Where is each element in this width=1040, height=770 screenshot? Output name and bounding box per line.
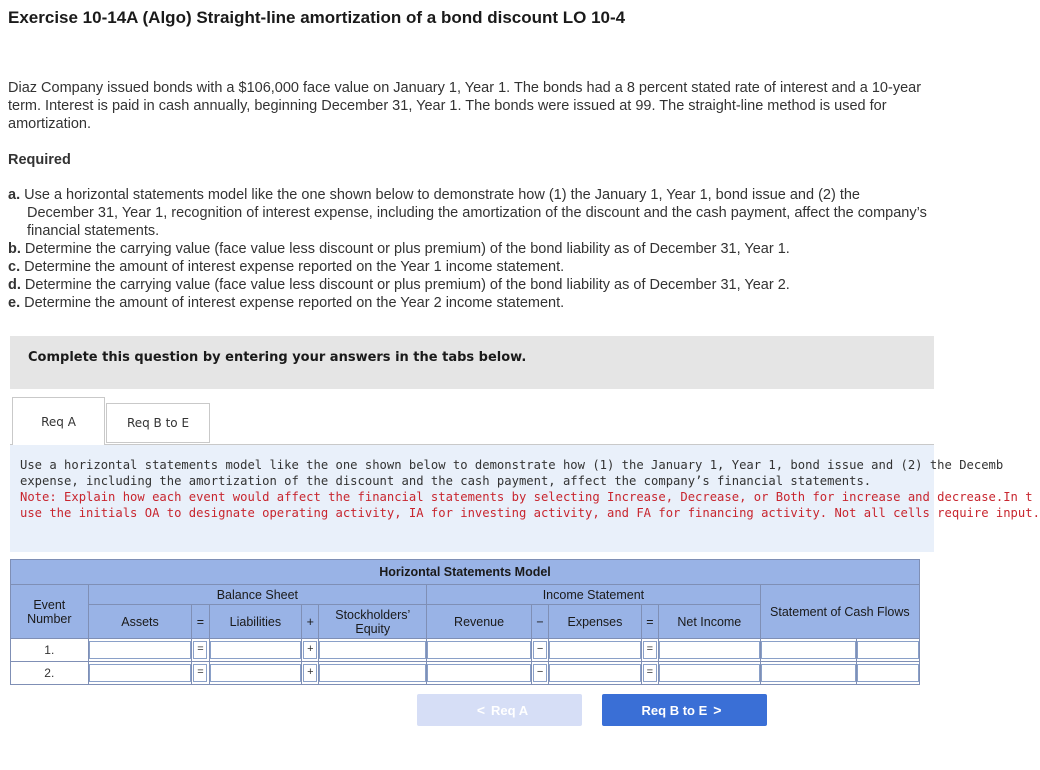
operator-minus: − <box>531 639 548 662</box>
prev-tab-button[interactable] <box>417 694 582 726</box>
header-op-equals: = <box>192 605 209 639</box>
tab-panel <box>10 444 1040 552</box>
requirement-b: b. Determine the carrying value (face value less discount or plus premium) of the bond liability as of December 31, Year 1. <box>8 241 790 257</box>
expenses-input[interactable] <box>549 639 642 662</box>
operator-equals: = <box>641 639 658 662</box>
operator-equals: = <box>192 662 209 685</box>
operator-plus: + <box>302 662 319 685</box>
header-event-number: Event Number <box>11 585 89 639</box>
expenses-input[interactable] <box>549 662 642 685</box>
header-cash-flows: Statement of Cash Flows <box>760 585 919 639</box>
next-tab-button[interactable] <box>602 694 767 726</box>
requirement-e: e. Determine the amount of interest expense reported on the Year 2 income statement. <box>8 295 565 311</box>
event-number: 2. <box>11 662 89 685</box>
header-op-plus: + <box>302 605 319 639</box>
problem-text: Diaz Company issued bonds with a $106,000 face value on January 1, Year 1. The bonds had a 8 percent stated rate of interest and a 10-year term. Interest is paid in cash annually, beginning December 31, Year 1. The bonds were issued at 99. The straight-line method is used for amortization. <box>8 80 922 132</box>
table-row <box>11 639 920 662</box>
net-income-input[interactable] <box>658 662 760 685</box>
required-heading: Required <box>8 152 71 168</box>
horizontal-statements-model <box>10 559 920 685</box>
prev-tab-label: Req A <box>491 702 529 718</box>
cash-flow-amount-input[interactable] <box>760 662 857 685</box>
requirement-d: d. Determine the carrying value (face value less discount or plus premium) of the bond liability as of December 31, Year 2. <box>8 277 790 293</box>
header-expenses: Expenses <box>549 605 642 639</box>
banner-text: Complete this question by entering your answers in the tabs below. <box>28 350 527 365</box>
liabilities-input[interactable] <box>209 662 302 685</box>
requirements-list <box>8 186 928 312</box>
header-op-equals-2: = <box>641 605 658 639</box>
assets-input[interactable] <box>88 662 192 685</box>
equity-input[interactable] <box>319 662 427 685</box>
table-title: Horizontal Statements Model <box>11 560 920 585</box>
header-income-statement: Income Statement <box>427 585 761 605</box>
event-number: 1. <box>11 639 89 662</box>
requirement-a: a. Use a horizontal statements model like the one shown below to demonstrate how (1) the January 1, Year 1, bond issue and (2) the December 31, Year 1, recognition of interest expense, including the amortization of the discount and the cash payment, affect the company’s financial statements. <box>8 187 927 239</box>
chevron-right-icon: > <box>713 702 722 718</box>
operator-equals: = <box>192 639 209 662</box>
equity-input[interactable] <box>319 639 427 662</box>
panel-instructions: Use a horizontal statements model like the one shown below to demonstrate how (1) the January 1, Year 1, bond issue and (2) the Decemb expense, including the amortization of the discount and the cash payment, affect the company’s financial statements. Note: Explain how each event would affect the financial statements by selecting Increase, Decrease, or Both for increase and decrease.In t use the initials OA to designate operating activity, IA for investing activity, and FA for financing activity. Not all cells require input. <box>20 458 1040 520</box>
table-row <box>11 662 920 685</box>
header-assets: Assets <box>88 605 192 639</box>
header-liabilities: Liabilities <box>209 605 302 639</box>
revenue-input[interactable] <box>427 639 532 662</box>
exercise-title: Exercise 10-14A (Algo) Straight-line amortization of a bond discount LO 10-4 <box>8 8 626 27</box>
instructions-banner <box>10 336 934 389</box>
cash-flow-activity-input[interactable] <box>857 662 920 685</box>
assets-input[interactable] <box>88 639 192 662</box>
requirement-c: c. Determine the amount of interest expense reported on the Year 1 income statement. <box>8 259 565 275</box>
net-income-input[interactable] <box>658 639 760 662</box>
header-revenue: Revenue <box>427 605 532 639</box>
operator-plus: + <box>302 639 319 662</box>
revenue-input[interactable] <box>427 662 532 685</box>
chevron-left-icon: < <box>476 702 486 718</box>
operator-minus: − <box>531 662 548 685</box>
liabilities-input[interactable] <box>209 639 302 662</box>
next-tab-label: Req B to E <box>641 702 708 718</box>
tab-req-b-to-e[interactable]: Req B to E <box>106 403 210 443</box>
cash-flow-activity-input[interactable] <box>857 639 920 662</box>
header-balance-sheet: Balance Sheet <box>88 585 427 605</box>
header-op-minus: − <box>531 605 548 639</box>
header-equity: Stockholders’ Equity <box>319 605 427 639</box>
tab-req-a[interactable]: Req A <box>12 397 105 445</box>
cash-flow-amount-input[interactable] <box>760 639 857 662</box>
operator-equals: = <box>641 662 658 685</box>
header-net-income: Net Income <box>658 605 760 639</box>
